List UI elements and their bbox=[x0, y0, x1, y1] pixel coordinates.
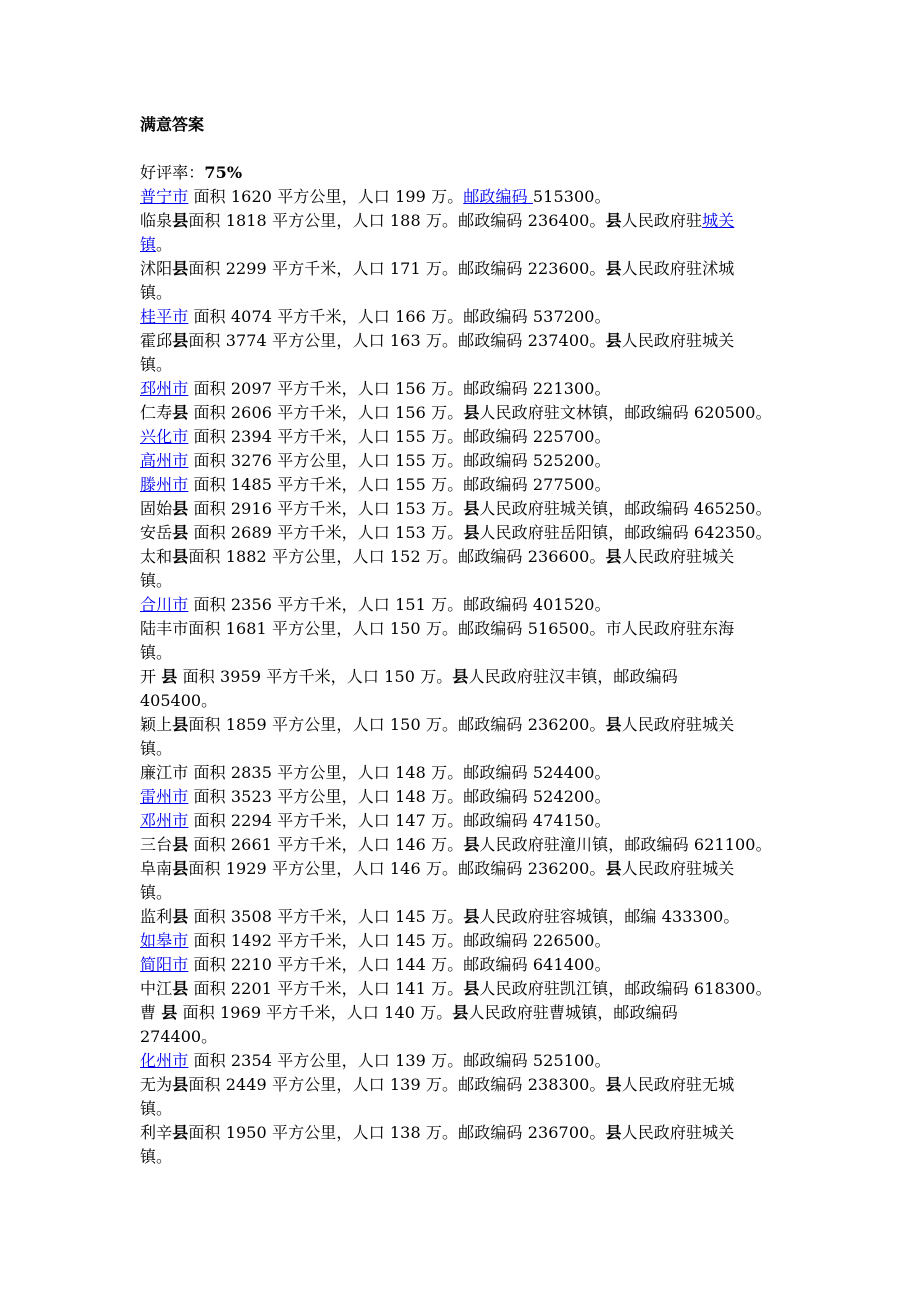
entry-text: 无为 bbox=[140, 1075, 173, 1094]
county-mark: 县 bbox=[463, 979, 480, 998]
entry-text: 临泉 bbox=[140, 211, 173, 230]
entry-text: 面积 1485 平方千米，人口 155 万。邮政编码 277500。 bbox=[188, 475, 611, 494]
entry-text: 人民政府驻文林镇，邮政编码 620500。 bbox=[479, 403, 772, 422]
county-entry-continued bbox=[140, 233, 800, 257]
county-entry bbox=[140, 209, 800, 233]
city-link[interactable]: 如皋市 bbox=[140, 931, 189, 950]
entry-text: 人民政府驻 bbox=[621, 211, 703, 230]
entry-text: 沭阳 bbox=[140, 259, 173, 278]
county-entry bbox=[140, 377, 800, 401]
city-link[interactable]: 普宁市 bbox=[140, 187, 189, 206]
county-entry-continued bbox=[140, 641, 800, 665]
county-entry bbox=[140, 1001, 800, 1025]
postal-link[interactable]: 邮政编码 bbox=[463, 187, 533, 206]
county-mark: 县 bbox=[172, 1123, 189, 1142]
entry-text: 安岳 bbox=[140, 523, 173, 542]
entry-text: 颖上 bbox=[140, 715, 173, 734]
county-mark: 县 bbox=[463, 907, 480, 926]
entry-text: 陆丰市面积 1681 平方公里，人口 150 万。邮政编码 516500。市人民政府驻东海 bbox=[140, 619, 735, 638]
entry-text: 面积 2356 平方千米，人口 151 万。邮政编码 401520。 bbox=[188, 595, 611, 614]
county-entry-continued bbox=[140, 353, 800, 377]
county-mark: 县 bbox=[605, 715, 622, 734]
city-link[interactable]: 化州市 bbox=[140, 1051, 189, 1070]
entry-text: 太和 bbox=[140, 547, 173, 566]
entry-text: 镇。 bbox=[140, 883, 173, 902]
county-mark: 县 bbox=[172, 979, 189, 998]
county-mark: 县 bbox=[452, 667, 469, 686]
county-mark: 县 bbox=[172, 547, 189, 566]
entry-text: 霍邱 bbox=[140, 331, 173, 350]
city-link[interactable]: 高州市 bbox=[140, 451, 189, 470]
entry-text: 。 bbox=[156, 235, 173, 254]
entry-text: 面积 1882 平方公里，人口 152 万。邮政编码 236600。 bbox=[188, 547, 606, 566]
rating-line bbox=[140, 161, 800, 185]
entry-text: 515300。 bbox=[532, 187, 611, 206]
entry-text: 面积 1818 平方公里，人口 188 万。邮政编码 236400。 bbox=[188, 211, 606, 230]
county-mark: 县 bbox=[605, 547, 622, 566]
county-entry bbox=[140, 521, 800, 545]
county-mark: 县 bbox=[172, 523, 189, 542]
county-entry bbox=[140, 545, 800, 569]
entry-text: 面积 4074 平方千米，人口 166 万。邮政编码 537200。 bbox=[188, 307, 611, 326]
county-entry-continued bbox=[140, 1025, 800, 1049]
entry-text: 镇。 bbox=[140, 643, 173, 662]
entry-text: 面积 1492 平方千米，人口 145 万。邮政编码 226500。 bbox=[188, 931, 611, 950]
county-mark: 县 bbox=[172, 835, 189, 854]
county-mark: 县 bbox=[172, 907, 189, 926]
spacer bbox=[140, 137, 800, 161]
city-link[interactable]: 滕州市 bbox=[140, 475, 189, 494]
entry-text: 廉江市 面积 2835 平方公里，人口 148 万。邮政编码 524400。 bbox=[140, 763, 611, 782]
county-mark: 县 bbox=[463, 835, 480, 854]
county-mark: 县 bbox=[172, 403, 189, 422]
entry-text: 面积 3523 平方公里，人口 148 万。邮政编码 524200。 bbox=[188, 787, 611, 806]
county-entry-continued bbox=[140, 1097, 800, 1121]
entry-text: 面积 2661 平方千米，人口 146 万。 bbox=[188, 835, 464, 854]
county-mark: 县 bbox=[172, 331, 189, 350]
entry-text: 405400。 bbox=[140, 691, 218, 710]
entry-text: 镇。 bbox=[140, 1147, 173, 1166]
entry-text: 面积 2916 平方千米，人口 153 万。 bbox=[188, 499, 464, 518]
county-mark: 县 bbox=[605, 211, 622, 230]
city-link[interactable]: 简阳市 bbox=[140, 955, 189, 974]
county-mark: 县 bbox=[172, 1075, 189, 1094]
county-entry bbox=[140, 713, 800, 737]
entry-text: 人民政府驻凯江镇，邮政编码 618300。 bbox=[479, 979, 772, 998]
entry-text: 面积 2354 平方公里，人口 139 万。邮政编码 525100。 bbox=[188, 1051, 611, 1070]
entry-text: 镇。 bbox=[140, 1099, 173, 1118]
entry-text: 面积 2299 平方千米，人口 171 万。邮政编码 223600。 bbox=[188, 259, 606, 278]
entry-text: 人民政府驻城关 bbox=[621, 715, 735, 734]
county-mark: 县 bbox=[452, 1003, 469, 1022]
county-mark: 县 bbox=[463, 523, 480, 542]
city-link[interactable]: 邳州市 bbox=[140, 379, 189, 398]
county-entry bbox=[140, 857, 800, 881]
entry-text: 人民政府驻沭城 bbox=[621, 259, 735, 278]
answer-document bbox=[140, 113, 800, 1169]
county-mark: 县 bbox=[172, 859, 189, 878]
county-entry bbox=[140, 593, 800, 617]
county-mark: 县 bbox=[172, 259, 189, 278]
entry-text: 面积 2606 平方千米，人口 156 万。 bbox=[188, 403, 464, 422]
entry-text: 面积 1950 平方公里，人口 138 万。邮政编码 236700。 bbox=[188, 1123, 606, 1142]
entry-text: 曹 bbox=[140, 1003, 162, 1022]
entry-text: 人民政府驻容城镇，邮编 433300。 bbox=[479, 907, 740, 926]
county-entry bbox=[140, 305, 800, 329]
entry-text: 人民政府驻城关镇，邮政编码 465250。 bbox=[479, 499, 772, 518]
county-entry bbox=[140, 809, 800, 833]
county-mark: 县 bbox=[161, 1003, 178, 1022]
rating-label: 好评率： bbox=[140, 163, 205, 182]
county-entry bbox=[140, 473, 800, 497]
county-entry-continued bbox=[140, 881, 800, 905]
entry-text: 镇。 bbox=[140, 571, 173, 590]
county-entry bbox=[140, 1121, 800, 1145]
county-entry bbox=[140, 977, 800, 1001]
county-mark: 县 bbox=[172, 211, 189, 230]
entry-text: 面积 2201 平方千米，人口 141 万。 bbox=[188, 979, 464, 998]
county-entry-continued bbox=[140, 569, 800, 593]
county-entry bbox=[140, 329, 800, 353]
county-mark: 县 bbox=[605, 1075, 622, 1094]
county-entry bbox=[140, 401, 800, 425]
county-entry bbox=[140, 665, 800, 689]
entry-text: 面积 2210 平方千米，人口 144 万。邮政编码 641400。 bbox=[188, 955, 611, 974]
town-link[interactable]: 城关 bbox=[702, 211, 735, 230]
entry-text: 仁寿 bbox=[140, 403, 173, 422]
city-link[interactable]: 合川市 bbox=[140, 595, 189, 614]
city-link[interactable]: 兴化市 bbox=[140, 427, 189, 446]
entry-text: 面积 1929 平方公里，人口 146 万。邮政编码 236200。 bbox=[188, 859, 606, 878]
entry-text: 人民政府驻无城 bbox=[621, 1075, 735, 1094]
county-mark: 县 bbox=[463, 499, 480, 518]
county-mark: 县 bbox=[161, 667, 178, 686]
entry-text: 中江 bbox=[140, 979, 173, 998]
county-entry bbox=[140, 449, 800, 473]
county-entry bbox=[140, 425, 800, 449]
entry-text: 人民政府驻城关 bbox=[621, 859, 735, 878]
county-entry bbox=[140, 617, 800, 641]
county-entry bbox=[140, 185, 800, 209]
county-entry bbox=[140, 833, 800, 857]
entry-text: 人民政府驻岳阳镇，邮政编码 642350。 bbox=[479, 523, 772, 542]
entry-text: 三台 bbox=[140, 835, 173, 854]
county-entry bbox=[140, 1073, 800, 1097]
county-entry-continued bbox=[140, 689, 800, 713]
county-mark: 县 bbox=[605, 859, 622, 878]
entry-text: 人民政府驻曹城镇，邮政编码 bbox=[468, 1003, 678, 1022]
county-entry bbox=[140, 1049, 800, 1073]
county-mark: 县 bbox=[605, 331, 622, 350]
city-link[interactable]: 桂平市 bbox=[140, 307, 189, 326]
entry-text: 镇。 bbox=[140, 739, 173, 758]
county-mark: 县 bbox=[463, 403, 480, 422]
entry-text: 开 bbox=[140, 667, 162, 686]
entry-text: 监利 bbox=[140, 907, 173, 926]
county-entry-continued bbox=[140, 737, 800, 761]
entry-text: 阜南 bbox=[140, 859, 173, 878]
entry-text: 面积 3959 平方千米，人口 150 万。 bbox=[177, 667, 453, 686]
entry-text: 固始 bbox=[140, 499, 173, 518]
county-mark: 县 bbox=[605, 1123, 622, 1142]
entry-text: 面积 3774 平方公里，人口 163 万。邮政编码 237400。 bbox=[188, 331, 606, 350]
county-mark: 县 bbox=[172, 715, 189, 734]
entry-text: 面积 1969 平方千米，人口 140 万。 bbox=[177, 1003, 453, 1022]
county-entry bbox=[140, 953, 800, 977]
entry-text: 人民政府驻城关 bbox=[621, 547, 735, 566]
city-link[interactable]: 雷州市 bbox=[140, 787, 189, 806]
entry-text: 人民政府驻城关 bbox=[621, 331, 735, 350]
county-list bbox=[140, 185, 800, 1169]
county-entry bbox=[140, 929, 800, 953]
town-link[interactable]: 镇 bbox=[140, 235, 157, 254]
entry-text: 人民政府驻潼川镇，邮政编码 621100。 bbox=[479, 835, 772, 854]
county-entry bbox=[140, 785, 800, 809]
entry-text: 面积 1620 平方公里，人口 199 万。 bbox=[188, 187, 464, 206]
entry-text: 面积 3276 平方公里，人口 155 万。邮政编码 525200。 bbox=[188, 451, 611, 470]
entry-text: 人民政府驻城关 bbox=[621, 1123, 735, 1142]
entry-text: 面积 1859 平方公里，人口 150 万。邮政编码 236200。 bbox=[188, 715, 606, 734]
county-mark: 县 bbox=[172, 499, 189, 518]
county-entry bbox=[140, 497, 800, 521]
entry-text: 镇。 bbox=[140, 355, 173, 374]
entry-text: 面积 2689 平方千米，人口 153 万。 bbox=[188, 523, 464, 542]
county-mark: 县 bbox=[605, 259, 622, 278]
entry-text: 面积 2294 平方千米，人口 147 万。邮政编码 474150。 bbox=[188, 811, 611, 830]
county-entry bbox=[140, 905, 800, 929]
entry-text: 面积 2394 平方千米，人口 155 万。邮政编码 225700。 bbox=[188, 427, 611, 446]
county-entry-continued bbox=[140, 1145, 800, 1169]
entry-text: 面积 2449 平方公里，人口 139 万。邮政编码 238300。 bbox=[188, 1075, 606, 1094]
entry-text: 274400。 bbox=[140, 1027, 218, 1046]
entry-text: 人民政府驻汉丰镇，邮政编码 bbox=[468, 667, 678, 686]
entry-text: 面积 3508 平方千米，人口 145 万。 bbox=[188, 907, 464, 926]
entry-text: 镇。 bbox=[140, 283, 173, 302]
county-entry-continued bbox=[140, 281, 800, 305]
county-entry bbox=[140, 257, 800, 281]
answer-heading: 满意答案 bbox=[140, 115, 205, 134]
rating-value: 75% bbox=[204, 163, 243, 182]
entry-text: 利辛 bbox=[140, 1123, 173, 1142]
city-link[interactable]: 邓州市 bbox=[140, 811, 189, 830]
entry-text: 面积 2097 平方千米，人口 156 万。邮政编码 221300。 bbox=[188, 379, 611, 398]
county-entry bbox=[140, 761, 800, 785]
